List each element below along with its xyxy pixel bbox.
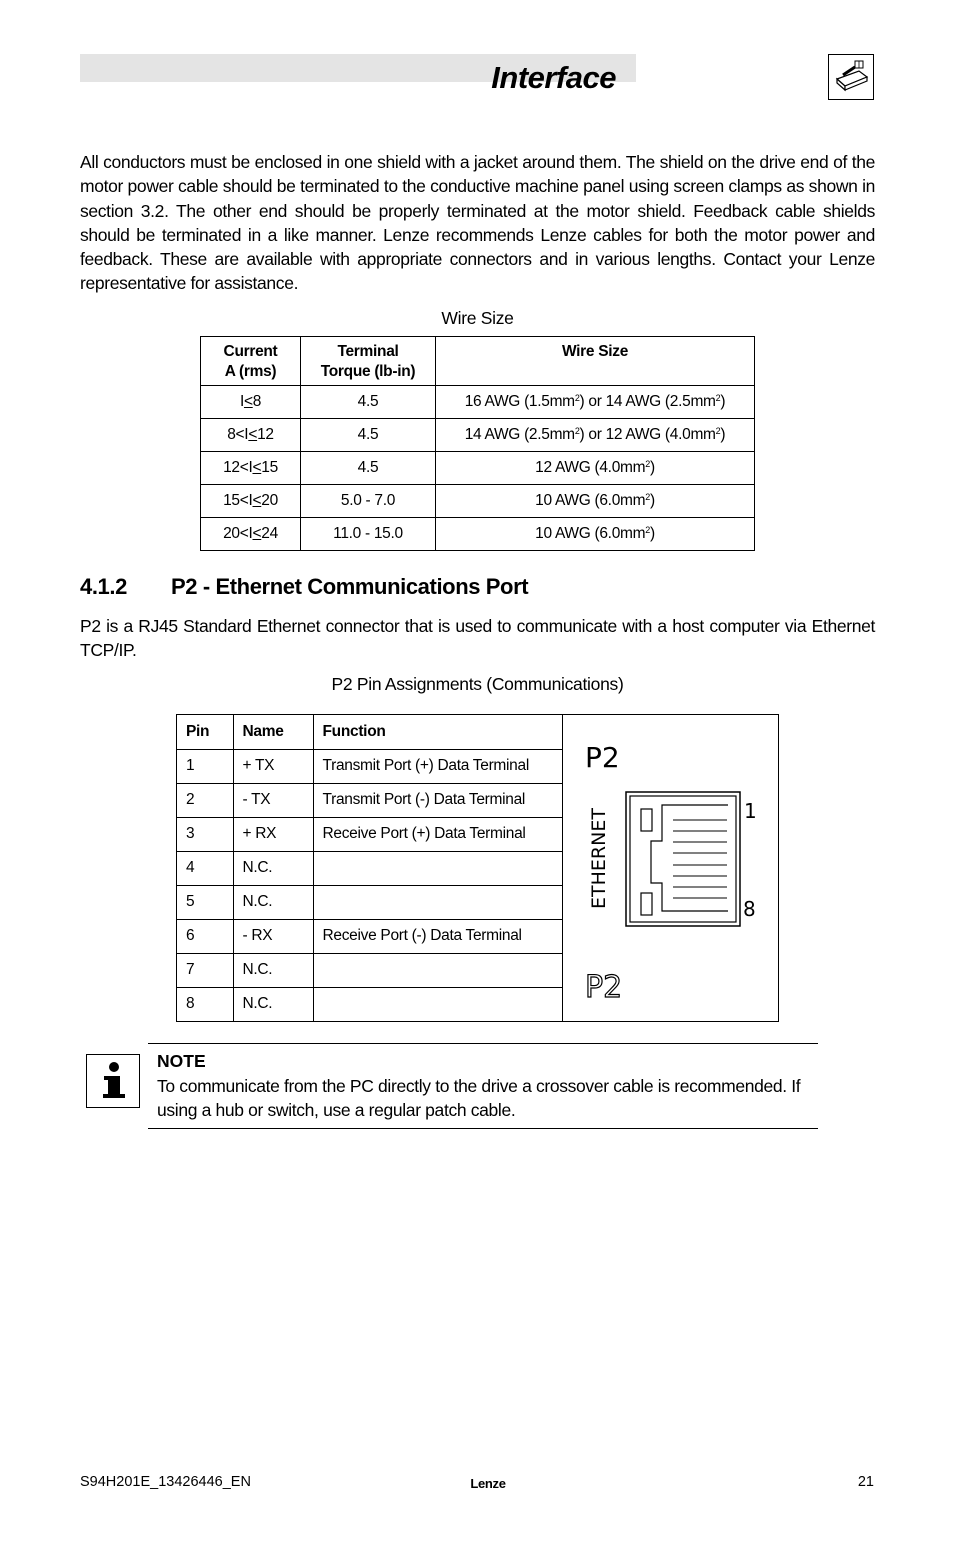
table-row	[177, 885, 563, 919]
footer-doc-id: S94H201E_13426446_EN	[80, 1474, 251, 1490]
name-cell: - TX	[233, 783, 313, 817]
function-cell	[313, 953, 563, 987]
table-row	[177, 783, 563, 817]
torque-cell: 4.5	[301, 452, 436, 485]
wire-size-table	[200, 336, 755, 551]
name-cell: N.C.	[233, 953, 313, 987]
note-title: NOTE	[157, 1051, 206, 1071]
pin-table-caption: P2 Pin Assignments (Communications)	[331, 674, 624, 694]
table-row	[201, 518, 755, 551]
table-row	[177, 749, 563, 783]
function-cell	[313, 885, 563, 919]
note-text: To communicate from the PC directly to the drive a crossover cable is recommended. If using a hub or switch, use a regular patch cable.	[157, 1076, 801, 1121]
section-number: 4.1.2	[80, 574, 127, 599]
diagram-label-top: P2	[585, 741, 620, 774]
wire-cell: 12 AWG $(4.0mm^2)$	[436, 452, 755, 485]
name-cell: + TX	[233, 749, 313, 783]
table-row	[177, 953, 563, 987]
pin-cell: 5	[177, 885, 233, 919]
pin-1-label: 1	[744, 799, 757, 823]
note-divider-top	[148, 1043, 818, 1044]
table-row	[201, 386, 755, 419]
rj45-connector-diagram	[563, 715, 778, 1021]
rj45-key-bottom	[641, 893, 652, 915]
note-divider-bottom	[148, 1128, 818, 1129]
pin-cell: 8	[177, 987, 233, 1021]
torque-cell: 11.0 - 15.0	[301, 518, 436, 551]
intro-paragraph: All conductors must be enclosed in one shield with a jacket around them. The shield on the drive end of the motor power cable should be terminated to the conductive machine panel using screen clamps as shown in section 3.2. The other end should be properly terminated at the motor shield. Feedback cable shields should be terminated in a like manner. Lenze recommends Lenze cables for both the motor power and feedback. These are available with appropriate connectors and in various lengths. Contact your Lenze representative for assistance.	[80, 152, 875, 294]
name-cell: N.C.	[233, 885, 313, 919]
footer-brand: Lenze	[470, 1476, 506, 1491]
header-pin: Pin	[177, 715, 233, 749]
section-heading	[80, 574, 528, 600]
wire-cell: 14 AWG $(2.5mm^2)$ or 12 AWG $(4.0mm^2)$	[436, 419, 755, 452]
info-icon	[86, 1054, 140, 1108]
function-cell: Transmit Port (+) Data Terminal	[313, 749, 563, 783]
page-title: Interface	[491, 60, 616, 95]
page-number: 21	[857, 1474, 874, 1490]
pin-cell: 1	[177, 749, 233, 783]
pin-cell: 4	[177, 851, 233, 885]
wire-cell: 10 AWG $(6.0mm^2)$	[436, 518, 755, 551]
table-row	[177, 919, 563, 953]
pin-cell: 2	[177, 783, 233, 817]
pin-cell: 7	[177, 953, 233, 987]
function-cell	[313, 987, 563, 1021]
current-cell: I<8	[201, 386, 301, 419]
pin-cell: 6	[177, 919, 233, 953]
function-cell	[313, 851, 563, 885]
table-header-row	[201, 337, 755, 386]
pin-8-label: 8	[743, 897, 756, 921]
current-cell: 12<I<15	[201, 452, 301, 485]
header-wire-size: Wire Size	[436, 337, 755, 386]
wire-cell: 16 AWG $(1.5mm^2)$ or 14 AWG $(2.5mm^2)$	[436, 386, 755, 419]
current-cell: 8<I<12	[201, 419, 301, 452]
table-header-row	[177, 715, 563, 749]
diagram-label-bottom: P2	[585, 970, 623, 1005]
function-cell: Receive Port (+) Data Terminal	[313, 817, 563, 851]
torque-cell: 4.5	[301, 386, 436, 419]
section-paragraph: P2 is a RJ45 Standard Ethernet connector that is used to communicate with a host computer via Ethernet TCP/IP.	[80, 616, 875, 661]
function-cell: Transmit Port (-) Data Terminal	[313, 783, 563, 817]
function-cell: Receive Port (-) Data Terminal	[313, 919, 563, 953]
torque-cell: 4.5	[301, 419, 436, 452]
table-row	[201, 419, 755, 452]
table-row	[201, 485, 755, 518]
table-row	[177, 987, 563, 1021]
pin-assignment-table	[177, 715, 563, 1021]
current-cell: 15<I<20	[201, 485, 301, 518]
header-torque: Terminal Torque (lb-in)	[301, 337, 436, 386]
pin-cell: 3	[177, 817, 233, 851]
header-name: Name	[233, 715, 313, 749]
wire-table-caption: Wire Size	[441, 308, 514, 328]
name-cell: N.C.	[233, 987, 313, 1021]
table-row	[177, 851, 563, 885]
table-row	[177, 817, 563, 851]
diagram-side-label: ETHERNET	[588, 808, 610, 909]
header-current: Current A (rms)	[201, 337, 301, 386]
wire-cell: 10 AWG $(6.0mm^2)$	[436, 485, 755, 518]
name-cell: N.C.	[233, 851, 313, 885]
header-function: Function	[313, 715, 563, 749]
rj45-key-top	[641, 809, 652, 831]
name-cell: - RX	[233, 919, 313, 953]
connector-icon	[828, 54, 874, 100]
torque-cell: 5.0 - 7.0	[301, 485, 436, 518]
pin-assignment-box	[176, 714, 779, 1022]
name-cell: + RX	[233, 817, 313, 851]
section-title: P2 - Ethernet Communications Port	[171, 574, 529, 599]
current-cell: 20<I<24	[201, 518, 301, 551]
table-row	[201, 452, 755, 485]
